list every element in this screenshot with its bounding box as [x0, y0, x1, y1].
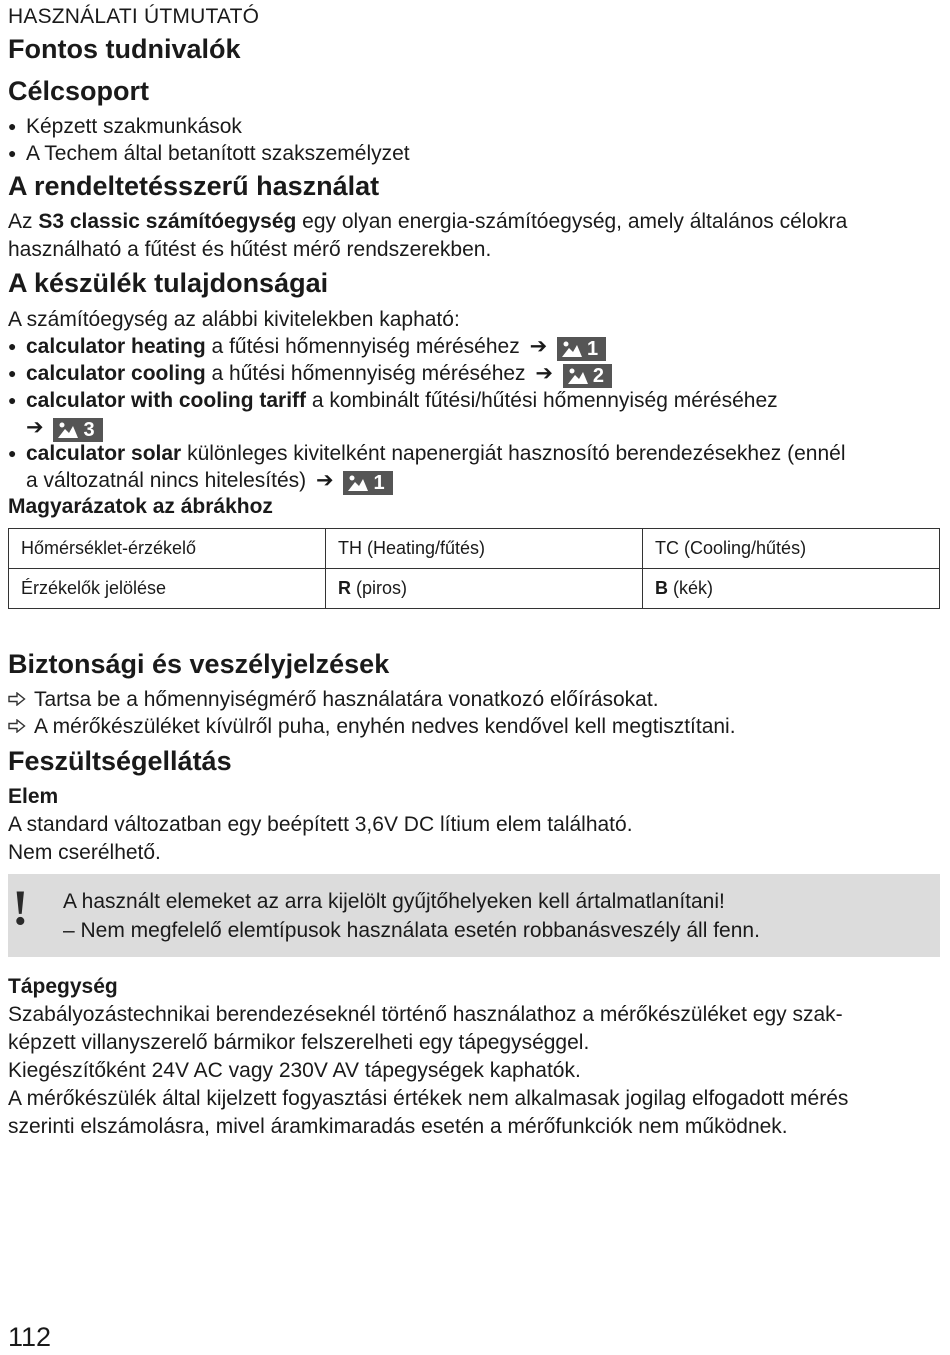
table-cell: R (piros): [326, 569, 643, 609]
table-cell: B (kék): [643, 569, 940, 609]
legend-table: [8, 528, 940, 609]
psu-heading: Tápegység: [8, 975, 118, 998]
figure-ref-badge: 3: [53, 418, 102, 442]
list-item: Tartsa be a hőmennyiségmérő használatára vonatkozó előírásokat.: [8, 688, 659, 712]
image-icon: [567, 367, 589, 385]
arrow-icon: ➔: [535, 362, 554, 385]
hollow-arrow-icon: [8, 688, 34, 712]
features-intro: A számítóegység az alábbi kivitelekben kapható:: [8, 308, 460, 331]
warning-text: A használt elemeket az arra kijelölt gyűjtőhelyeken kell ártalmatlanítani! – Nem megfelelő elemtípusok használata esetén robbanásveszély áll fenn.: [63, 890, 760, 942]
list-item: ● calculator with cooling tariff a kombinált fűtési/hűtési hőmennyiség méréséhez ➔ 3: [8, 389, 778, 441]
hollow-arrow-icon: [8, 715, 34, 739]
power-heading: Feszültségellátás: [8, 746, 232, 776]
list-item: ● A Techem által betanított szakszemélyzet: [8, 142, 410, 165]
arrow-icon: ➔: [529, 335, 548, 358]
table-cell: TC (Cooling/hűtés): [643, 529, 940, 569]
table-cell: TH (Heating/fűtés): [326, 529, 643, 569]
exclamation-icon: !: [12, 879, 29, 935]
arrow-icon: ➔: [26, 416, 44, 439]
list-item: A mérőkészüléket kívülről puha, enyhén nedves kendővel kell megtisztítani.: [8, 715, 736, 739]
main-heading: Fontos tudnivalók: [8, 34, 241, 64]
table-row: [9, 569, 940, 609]
warning-box: [8, 874, 940, 957]
arrow-icon: ➔: [316, 469, 334, 492]
battery-text: A standard változatban egy beépített 3,6V DC lítium elem található. Nem cserélhető.: [8, 813, 633, 864]
table-row: [9, 529, 940, 569]
figure-ref-badge: 2: [563, 364, 612, 388]
target-group-heading: Célcsoport: [8, 76, 150, 106]
figure-legend-heading: Magyarázatok az ábrákhoz: [8, 495, 273, 518]
list-item: ● calculator solar különleges kivitelként napenergiát hasznosító berendezésekhez (ennél a változatnál nincs hitelesítés) ➔ 1: [8, 442, 846, 494]
table-cell: Érzékelők jelölése: [9, 569, 326, 609]
safety-heading: Biztonsági és veszélyjelzések: [8, 649, 390, 679]
intended-use-heading: A rendeltetésszerű használat: [8, 171, 380, 201]
figure-ref-badge: 1: [557, 337, 606, 361]
list-item: ● calculator heating a fűtési hőmennyiség méréséhez ➔ 1: [8, 333, 938, 361]
image-icon: [347, 474, 369, 492]
running-title: HASZNÁLATI ÚTMUTATÓ: [8, 5, 260, 28]
list-item: ● calculator cooling a hűtési hőmennyiség méréséhez ➔ 2: [8, 360, 938, 388]
image-icon: [57, 421, 79, 439]
psu-text: Szabályozástechnikai berendezéseknél történő használathoz a mérőkészüléket egy szak- képzett villanyszerelő bármikor felszerelheti egy tápegységgel. Kiegészítőként 24V AC vagy 230V AV tápegységek kaphatók. A mérőkészülék által kijelzett fogyasztási értékek nem alkalmasak jogilag elfogadott mérés szerinti elszámolásra, mivel áramkimaradás esetén a mérőfunkciók nem működnek.: [8, 1003, 849, 1138]
table-cell: Hőmérséklet-érzékelő: [9, 529, 326, 569]
page-number: 112: [8, 1322, 52, 1352]
list-item: ● Képzett szakmunkások: [8, 115, 242, 138]
image-icon: [561, 340, 583, 358]
features-heading: A készülék tulajdonságai: [8, 268, 329, 298]
battery-heading: Elem: [8, 785, 59, 808]
intended-use-text: Az S3 classic számítóegység egy olyan energia-számítóegység, amely általános célokra használható a fűtést és hűtést mérő rendszerekben.: [8, 210, 848, 261]
figure-ref-badge: 1: [343, 471, 392, 495]
